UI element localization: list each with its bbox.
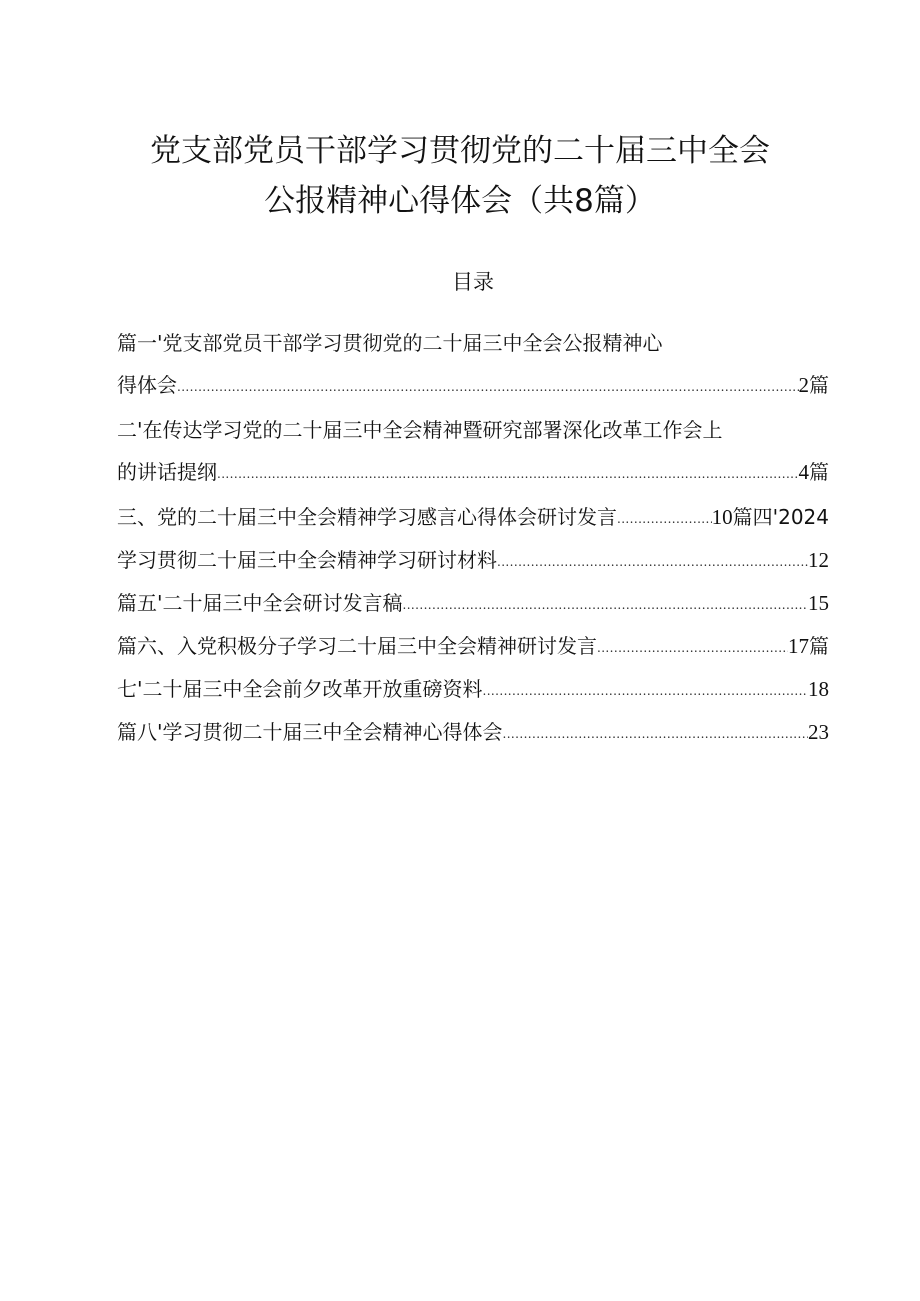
toc-page-number: 4 <box>798 460 809 484</box>
toc-entry-text: 的讲话提纲 <box>117 460 217 484</box>
toc-entry-text: 篇五'二十届三中全会研讨发言稿 <box>117 591 403 615</box>
toc-entry-text: 七'二十届三中全会前夕改革开放重磅资料 <box>117 677 483 701</box>
toc-dot-leader <box>497 551 808 575</box>
document-title-line-1: 党支部党员干部学习贯彻党的二十届三中全会 <box>150 133 770 169</box>
toc-entry-text: 篇八'学习贯彻二十届三中全会精神心得体会 <box>117 720 503 744</box>
toc-entry-tail: 篇 <box>809 634 829 658</box>
toc-page-number: 17 <box>788 634 809 658</box>
toc-entry-8[interactable] <box>117 711 829 747</box>
toc-entry-text: 得体会 <box>117 373 177 397</box>
toc-entry-2-line-2[interactable] <box>117 451 829 487</box>
toc-dot-leader <box>503 723 809 747</box>
toc-page-number: 12 <box>808 548 829 572</box>
toc-entry-tail: 篇 <box>809 460 829 484</box>
toc-entry-1-line-1[interactable] <box>117 322 829 358</box>
toc-entry-1-line-2[interactable] <box>117 364 829 400</box>
toc-entry-text: 二'在传达学习党的二十届三中全会精神暨研究部署深化改革工作会上 <box>117 418 723 442</box>
toc-dot-leader <box>177 376 799 400</box>
toc-page-number: 18 <box>808 677 829 701</box>
toc-page-number: 23 <box>808 720 829 744</box>
toc-dot-leader <box>217 463 799 487</box>
toc-entry-6[interactable] <box>117 625 829 661</box>
toc-dot-leader <box>597 637 788 661</box>
toc-entry-tail: 篇 <box>809 373 829 397</box>
toc-page-number: 10 <box>711 505 733 529</box>
toc-entry-7[interactable] <box>117 668 829 704</box>
toc-entry-tail: 篇四'2024 <box>732 505 829 529</box>
toc-entry-text: 学习贯彻二十届三中全会精神学习研讨材料 <box>117 548 497 572</box>
toc-dot-leader <box>483 680 809 704</box>
toc-dot-leader <box>617 508 712 532</box>
toc-entry-text: 篇一'党支部党员干部学习贯彻党的二十届三中全会公报精神心 <box>117 331 663 355</box>
toc-entry-text: 三、党的二十届三中全会精神学习感言心得体会研讨发言 <box>117 505 617 529</box>
toc-page-number: 2 <box>798 373 809 397</box>
document-title-line-2: 公报精神心得体会（共8篇） <box>264 183 656 219</box>
toc-entry-5[interactable] <box>117 582 829 618</box>
toc-entry-text: 篇六、入党积极分子学习二十届三中全会精神研讨发言 <box>117 634 597 658</box>
toc-entry-4[interactable] <box>117 539 829 575</box>
toc-entry-3[interactable] <box>117 496 829 532</box>
toc-entry-2-line-1[interactable] <box>117 409 829 445</box>
toc-dot-leader <box>403 594 809 618</box>
toc-page-number: 15 <box>808 591 829 615</box>
toc-heading: 目录 <box>452 270 494 294</box>
